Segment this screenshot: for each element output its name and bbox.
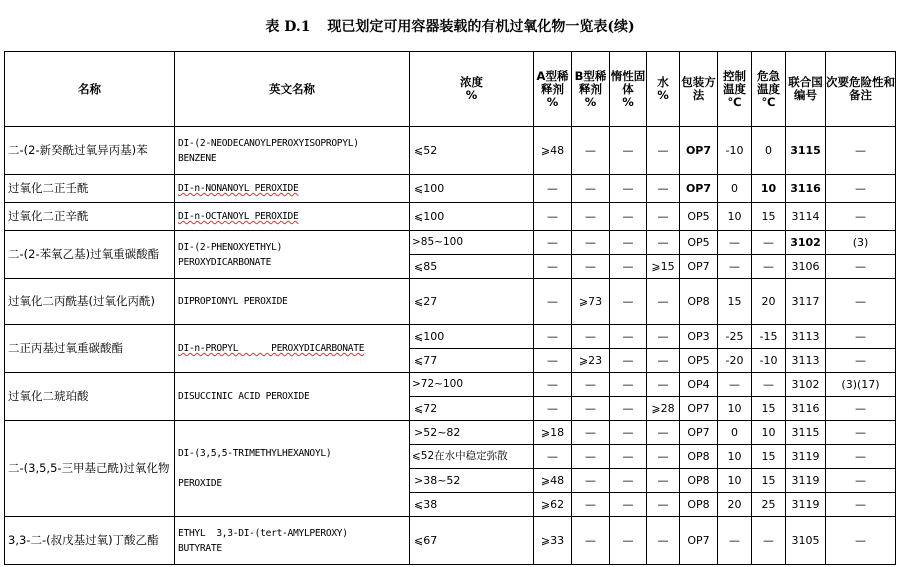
packing-method: OP7 — [680, 127, 718, 175]
diluent-a: ⩾62 — [534, 493, 572, 517]
emergency-temp: 25 — [752, 493, 786, 517]
subsidiary-risk: — — [826, 421, 896, 445]
inert-solid: — — [610, 325, 647, 349]
control-temp: -25 — [718, 325, 752, 349]
diluent-b: — — [572, 445, 610, 469]
diluent-a: — — [534, 175, 572, 203]
emergency-temp: 15 — [752, 469, 786, 493]
water: — — [647, 349, 680, 373]
concentration: ⩽27 — [410, 279, 534, 325]
water: — — [647, 469, 680, 493]
control-temp: 15 — [718, 279, 752, 325]
control-temp: — — [718, 231, 752, 255]
diluent-a: — — [534, 279, 572, 325]
compound-english-name: DIPROPIONYL PEROXIDE — [175, 279, 410, 325]
subsidiary-risk: — — [826, 279, 896, 325]
control-temp: — — [718, 255, 752, 279]
concentration: ⩽52在水中稳定弥散 — [410, 445, 534, 469]
subsidiary-risk: — — [826, 493, 896, 517]
compound-english-name: DI-(2-NEODECANOYLPEROXYISOPROPYL) BENZENE — [175, 127, 410, 175]
water: — — [647, 203, 680, 231]
inert-solid: — — [610, 349, 647, 373]
diluent-a: ⩾48 — [534, 127, 572, 175]
table-row — [5, 373, 896, 397]
compound-name: 过氧化二丙酰基(过氧化丙酰) — [5, 279, 175, 325]
un-number: 3119 — [786, 493, 826, 517]
water: — — [647, 325, 680, 349]
header-name: 名称 — [5, 52, 175, 127]
diluent-b: — — [572, 231, 610, 255]
water: ⩾15 — [647, 255, 680, 279]
header-conc: 浓度 % — [410, 52, 534, 127]
control-temp: -20 — [718, 349, 752, 373]
inert-solid: — — [610, 421, 647, 445]
diluent-b: — — [572, 255, 610, 279]
control-temp: 10 — [718, 203, 752, 231]
un-number: 3102 — [786, 373, 826, 397]
emergency-temp: 0 — [752, 127, 786, 175]
header-emerg-temp: 危急温度 ℃ — [752, 52, 786, 127]
compound-english-name: DI-n-NONANOYL PEROXIDE — [175, 175, 410, 203]
compound-english-name: DI-(3,5,5-TRIMETHYLHEXANOYL) PEROXIDE — [175, 421, 410, 517]
concentration: ⩽67 — [410, 517, 534, 565]
inert-solid: — — [610, 175, 647, 203]
subsidiary-risk: (3) — [826, 231, 896, 255]
un-number: 3115 — [786, 127, 826, 175]
concentration: >38~52 — [410, 469, 534, 493]
emergency-temp: — — [752, 255, 786, 279]
water: — — [647, 231, 680, 255]
compound-name: 3,3-二-(叔戊基过氧)丁酸乙酯 — [5, 517, 175, 565]
peroxide-table — [4, 51, 896, 565]
table-row — [5, 517, 896, 565]
water: — — [647, 279, 680, 325]
subsidiary-risk: — — [826, 445, 896, 469]
diluent-a: — — [534, 203, 572, 231]
concentration: ⩽100 — [410, 325, 534, 349]
concentration: ⩽52 — [410, 127, 534, 175]
compound-name: 二-(2-新癸酰过氧异丙基)苯 — [5, 127, 175, 175]
emergency-temp: — — [752, 373, 786, 397]
packing-method: OP7 — [680, 255, 718, 279]
inert-solid: — — [610, 445, 647, 469]
inert-solid: — — [610, 397, 647, 421]
emergency-temp: 10 — [752, 421, 786, 445]
un-number: 3106 — [786, 255, 826, 279]
concentration: ⩽85 — [410, 255, 534, 279]
inert-solid: — — [610, 517, 647, 565]
packing-method: OP8 — [680, 279, 718, 325]
diluent-a: ⩾33 — [534, 517, 572, 565]
header-diluent-b: B型稀释剂 % — [572, 52, 610, 127]
un-number: 3102 — [786, 231, 826, 255]
diluent-b: ⩾73 — [572, 279, 610, 325]
concentration: ⩽72 — [410, 397, 534, 421]
header-diluent-a: A型稀释剂 % — [534, 52, 572, 127]
control-temp: — — [718, 517, 752, 565]
diluent-b: ⩾23 — [572, 349, 610, 373]
table-row — [5, 203, 896, 231]
compound-english-name: DISUCCINIC ACID PEROXIDE — [175, 373, 410, 421]
un-number: 3117 — [786, 279, 826, 325]
packing-method: OP7 — [680, 175, 718, 203]
header-row — [5, 52, 896, 127]
control-temp: -10 — [718, 127, 752, 175]
un-number: 3119 — [786, 445, 826, 469]
concentration: >85~100 — [410, 231, 534, 255]
inert-solid: — — [610, 373, 647, 397]
control-temp: 10 — [718, 397, 752, 421]
compound-name: 二-(2-苯氧乙基)过氧重碳酸酯 — [5, 231, 175, 279]
water: ⩾28 — [647, 397, 680, 421]
emergency-temp: — — [752, 231, 786, 255]
emergency-temp: 20 — [752, 279, 786, 325]
emergency-temp: -10 — [752, 349, 786, 373]
table-row — [5, 127, 896, 175]
compound-english-name: DI-n-OCTANOYL PEROXIDE — [175, 203, 410, 231]
inert-solid: — — [610, 127, 647, 175]
packing-method: OP5 — [680, 231, 718, 255]
table-row — [5, 175, 896, 203]
concentration: ⩽100 — [410, 175, 534, 203]
diluent-b: — — [572, 325, 610, 349]
compound-english-name: ETHYL 3,3-DI-(tert-AMYLPEROXY) BUTYRATE — [175, 517, 410, 565]
packing-method: OP7 — [680, 397, 718, 421]
emergency-temp: 15 — [752, 445, 786, 469]
packing-method: OP3 — [680, 325, 718, 349]
packing-method: OP7 — [680, 421, 718, 445]
water: — — [647, 517, 680, 565]
packing-method: OP5 — [680, 349, 718, 373]
subsidiary-risk: — — [826, 397, 896, 421]
compound-name: 二正丙基过氧重碳酸酯 — [5, 325, 175, 373]
control-temp: — — [718, 373, 752, 397]
packing-method: OP8 — [680, 493, 718, 517]
diluent-a: — — [534, 373, 572, 397]
subsidiary-risk: — — [826, 175, 896, 203]
control-temp: 10 — [718, 445, 752, 469]
header-pack: 包装方法 — [680, 52, 718, 127]
un-number: 3114 — [786, 203, 826, 231]
control-temp: 0 — [718, 175, 752, 203]
diluent-b: — — [572, 203, 610, 231]
packing-method: OP8 — [680, 445, 718, 469]
inert-solid: — — [610, 493, 647, 517]
table-code: 表 D.1 — [265, 19, 311, 35]
water: — — [647, 127, 680, 175]
concentration: >52~82 — [410, 421, 534, 445]
subsidiary-risk: — — [826, 349, 896, 373]
packing-method: OP5 — [680, 203, 718, 231]
table-row — [5, 421, 896, 445]
table-caption: 现已划定可用容器装载的有机过氧化物一览表(续) — [327, 19, 635, 35]
un-number: 3115 — [786, 421, 826, 445]
inert-solid: — — [610, 231, 647, 255]
table-row — [5, 279, 896, 325]
table-title — [0, 16, 900, 36]
header-ctrl-temp: 控制温度 ℃ — [718, 52, 752, 127]
concentration: ⩽100 — [410, 203, 534, 231]
water: — — [647, 175, 680, 203]
inert-solid: — — [610, 469, 647, 493]
un-number: 3113 — [786, 325, 826, 349]
emergency-temp: -15 — [752, 325, 786, 349]
diluent-a: — — [534, 325, 572, 349]
packing-method: OP4 — [680, 373, 718, 397]
subsidiary-risk: — — [826, 255, 896, 279]
header-water: 水 % — [647, 52, 680, 127]
emergency-temp: — — [752, 517, 786, 565]
water: — — [647, 421, 680, 445]
compound-name: 过氧化二琥珀酸 — [5, 373, 175, 421]
emergency-temp: 10 — [752, 175, 786, 203]
header-un-no: 联合国编号 — [786, 52, 826, 127]
diluent-b: — — [572, 493, 610, 517]
subsidiary-risk: — — [826, 517, 896, 565]
water: — — [647, 373, 680, 397]
control-temp: 0 — [718, 421, 752, 445]
un-number: 3116 — [786, 175, 826, 203]
packing-method: OP8 — [680, 469, 718, 493]
control-temp: 10 — [718, 469, 752, 493]
compound-english-name: DI-n-PROPYL PEROXYDICARBONATE — [175, 325, 410, 373]
diluent-b: — — [572, 517, 610, 565]
diluent-a: ⩾18 — [534, 421, 572, 445]
diluent-b: — — [572, 397, 610, 421]
diluent-b: — — [572, 127, 610, 175]
diluent-b: — — [572, 373, 610, 397]
diluent-a: — — [534, 255, 572, 279]
un-number: 3105 — [786, 517, 826, 565]
un-number: 3113 — [786, 349, 826, 373]
header-en-name: 英文名称 — [175, 52, 410, 127]
subsidiary-risk: — — [826, 469, 896, 493]
emergency-temp: 15 — [752, 203, 786, 231]
diluent-a: — — [534, 397, 572, 421]
diluent-a: — — [534, 445, 572, 469]
diluent-a: — — [534, 349, 572, 373]
concentration: ⩽77 — [410, 349, 534, 373]
inert-solid: — — [610, 203, 647, 231]
concentration: >72~100 — [410, 373, 534, 397]
un-number: 3116 — [786, 397, 826, 421]
diluent-a: ⩾48 — [534, 469, 572, 493]
compound-name: 二-(3,5,5-三甲基己酰)过氧化物 — [5, 421, 175, 517]
control-temp: 20 — [718, 493, 752, 517]
table-row — [5, 231, 896, 255]
diluent-a: — — [534, 231, 572, 255]
subsidiary-risk: (3)(17) — [826, 373, 896, 397]
inert-solid: — — [610, 255, 647, 279]
header-inert: 惰性固体 % — [610, 52, 647, 127]
compound-english-name: DI-(2-PHENOXYETHYL) PEROXYDICARBONATE — [175, 231, 410, 279]
table-row — [5, 325, 896, 349]
compound-name: 过氧化二正辛酰 — [5, 203, 175, 231]
concentration: ⩽38 — [410, 493, 534, 517]
diluent-b: — — [572, 175, 610, 203]
subsidiary-risk: — — [826, 325, 896, 349]
packing-method: OP7 — [680, 517, 718, 565]
water: — — [647, 445, 680, 469]
diluent-b: — — [572, 469, 610, 493]
header-subsidiary: 次要危险性和备注 — [826, 52, 896, 127]
compound-name: 过氧化二正壬酰 — [5, 175, 175, 203]
subsidiary-risk: — — [826, 127, 896, 175]
diluent-b: — — [572, 421, 610, 445]
subsidiary-risk: — — [826, 203, 896, 231]
inert-solid: — — [610, 279, 647, 325]
water: — — [647, 493, 680, 517]
un-number: 3119 — [786, 469, 826, 493]
emergency-temp: 15 — [752, 397, 786, 421]
